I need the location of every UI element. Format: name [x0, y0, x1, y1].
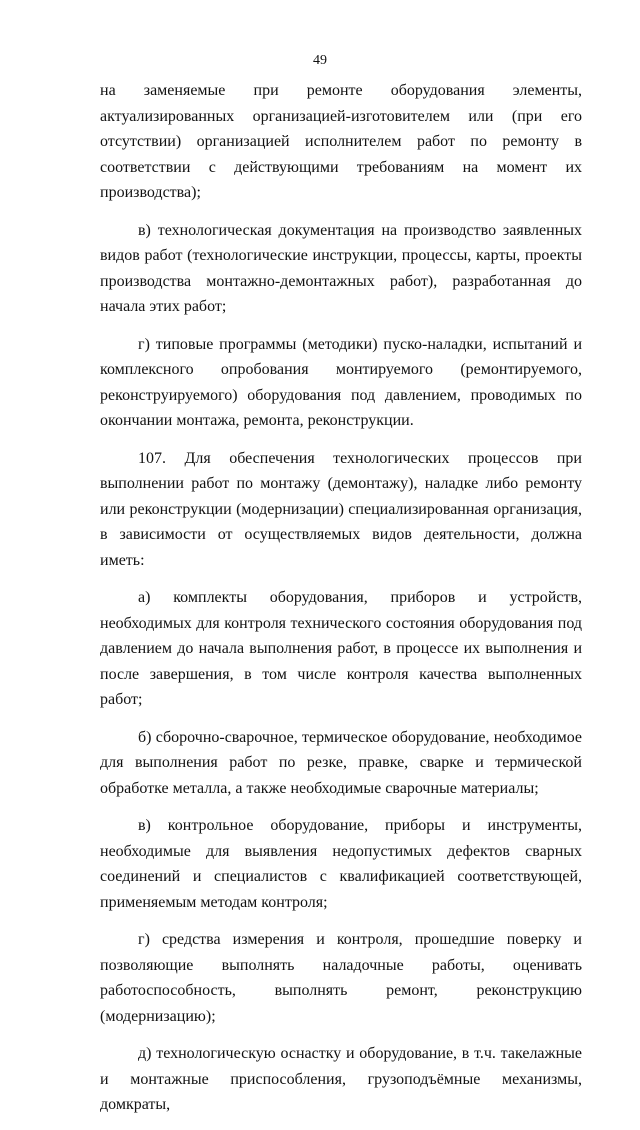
paragraph-item-b: б) сборочно-сварочное, термическое оборудование, необходимое для выполнения работ по резке, правке, сварке и термической обработке металла, а также необходимые сварочные материалы; — [100, 728, 582, 797]
page-number: 49 — [313, 53, 327, 68]
body-text — [100, 78, 582, 1130]
paragraph-continuation: на заменяемые при ремонте оборудования элементы, актуализированных организацией-изготовителем или (при его отсутствии) организацией исполнителем работ по ремонту в соответствии с действующими требованиям на момент их производства); — [100, 82, 582, 201]
paragraph-item-v-2: в) контрольное оборудование, приборы и инструменты, необходимые для выявления недопустимых дефектов сварных соединений и специалистов с квалификацией соответствующей, применяемым методам контроля; — [100, 817, 582, 911]
paragraph-item-v: в) технологическая документация на производство заявленных видов работ (технологические инструкции, процессы, карты, проекты производства монтажно-демонтажных работ), разработанная до начала этих работ; — [100, 221, 582, 315]
paragraph-item-d: д) технологическую оснастку и оборудование, в т.ч. такелажные и монтажные приспособления, грузоподъёмные механизмы, домкраты, — [100, 1045, 582, 1113]
paragraph-item-a: а) комплекты оборудования, приборов и устройств, необходимых для контроля технического состояния оборудования под давлением до начала выполнения работ, в процессе их выполнения и после завершения, в том числе контроля качества выполненных работ; — [100, 589, 582, 708]
paragraph-item-g: г) типовые программы (методики) пуско-наладки, испытаний и комплексного опробования монтируемого (ремонтируемого, реконструируемого) оборудования под давлением, проводимых по окончании монтажа, ремонта, реконструкции. — [100, 335, 582, 429]
paragraph-clause-107: 107. Для обеспечения технологических процессов при выполнении работ по монтажу (демонтажу), наладке либо ремонту или реконструкции (модернизации) специализированная организация, в зависимости от осуществляемых видов деятельности, должна иметь: — [100, 449, 582, 569]
paragraph-item-g-2: г) средства измерения и контроля, прошедшие поверку и позволяющие выполнять наладочные работы, оценивать работоспособность, выполнять ремонт, реконструкцию (модернизацию); — [100, 931, 582, 1025]
